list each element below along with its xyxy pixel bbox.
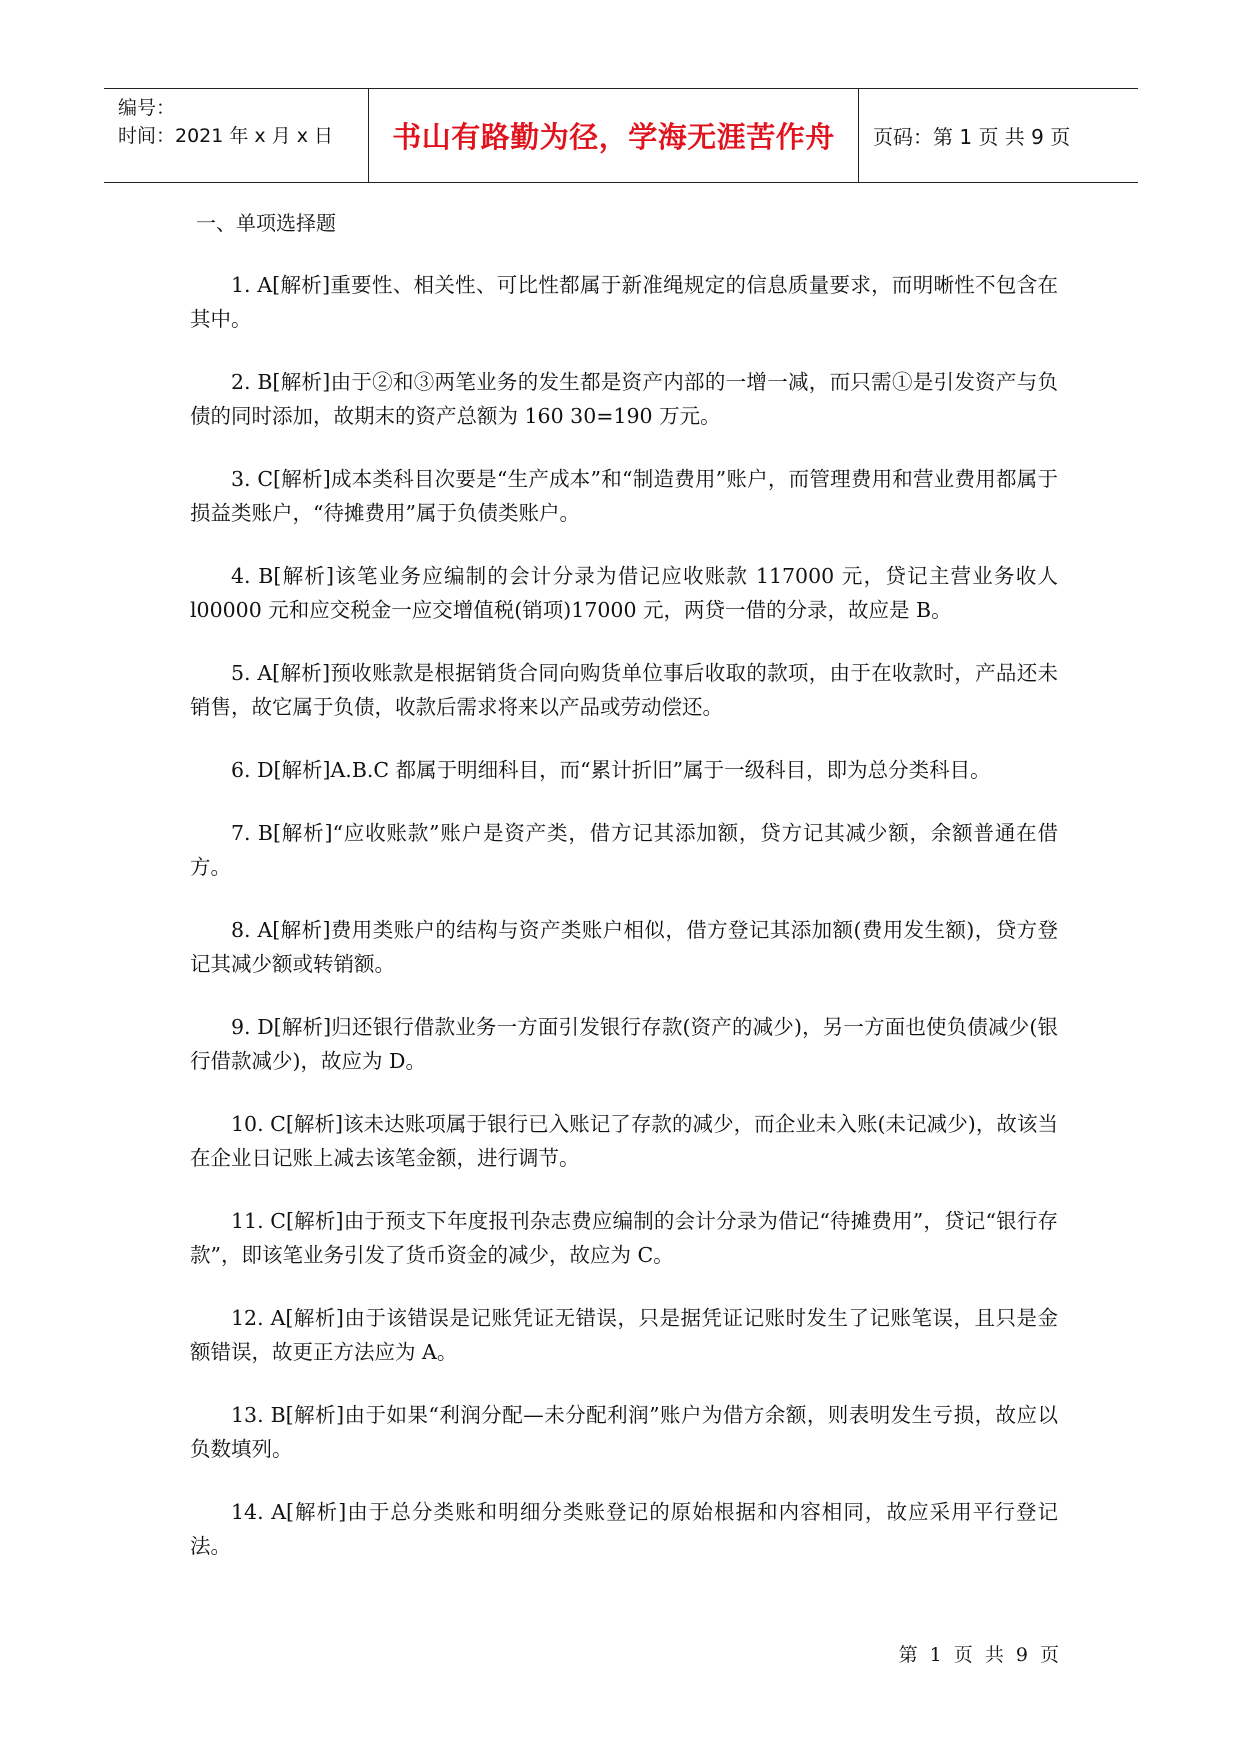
answer-paragraph: 1. A[解析]重要性、相关性、可比性都属于新准绳规定的信息质量要求，而明晰性不包含在其中。 [190,273,1058,331]
answer-paragraph: 2. B[解析]由于②和③两笔业务的发生都是资产内部的一增一减，而只需①是引发资产与负债的同时添加，故期末的资产总额为 160 30=190 万元。 [190,370,1058,428]
answer-paragraph: 13. B[解析]由于如果“利润分配—未分配利润”账户为借方余额，则表明发生亏损，故应以负数填列。 [190,1403,1058,1461]
answer-paragraph: 3. C[解析]成本类科目次要是“生产成本”和“制造费用”账户，而管理费用和营业费用都属于损益类账户，“待摊费用”属于负债类账户。 [190,467,1058,525]
answer-paragraph: 7. B[解析]“应收账款”账户是资产类，借方记其添加额，贷方记其减少额，余额普通在借方。 [190,821,1058,879]
header-page-label: 页码：第 1 页 共 9 页 [873,125,1071,149]
answer-paragraph: 4. B[解析]该笔业务应编制的会计分录为借记应收账款 117000 元，贷记主营业务收人 l00000 元和应交税金一应交增值税(销项)17000 元，两贷一借的分录，故应是 B。 [190,564,1058,622]
document-header [104,88,1138,183]
answer-paragraph: 10. C[解析]该未达账项属于银行已入账记了存款的减少，而企业未入账(未记减少)，故该当在企业日记账上减去该笔金额，进行调节。 [190,1112,1058,1170]
answer-paragraph: 9. D[解析]归还银行借款业务一方面引发银行存款(资产的减少)，另一方面也使负债减少(银行借款减少)，故应为 D。 [190,1015,1058,1073]
header-meta [104,89,369,182]
answer-paragraph: 6. D[解析]A.B.C 都属于明细科目，而“累计折旧”属于一级科目，即为总分类科目。 [231,758,991,782]
document-body [190,208,1058,1592]
answer-paragraph: 5. A[解析]预收账款是根据销货合同向购货单位事后收取的款项，由于在收款时，产品还未销售，故它属于负债，收款后需求将来以产品或劳动偿还。 [190,661,1058,719]
answer-paragraph: 12. A[解析]由于该错误是记账凭证无错误，只是据凭证记账时发生了记账笔误，且只是金额错误，故更正方法应为 A。 [190,1306,1058,1364]
header-motto: 书山有路勤为径，学海无涯苦作舟 [369,89,859,182]
time-label: 时间：2021 年 x 月 x 日 [118,125,334,147]
section-title: 一、单项选择题 [196,211,336,235]
page-footer: 第 1 页 共 9 页 [898,1644,1059,1666]
answer-paragraph: 14. A[解析]由于总分类账和明细分类账登记的原始根据和内容相同，故应采用平行登记法。 [190,1500,1058,1558]
answer-paragraph: 8. A[解析]费用类账户的结构与资产类账户相似，借方登记其添加额(费用发生额)，贷方登记其减少额或转销额。 [190,918,1058,976]
number-label: 编号： [118,97,176,119]
answer-paragraph: 11. C[解析]由于预支下年度报刊杂志费应编制的会计分录为借记“待摊费用”，贷记“银行存款”，即该笔业务引发了货币资金的减少，故应为 C。 [190,1209,1058,1267]
